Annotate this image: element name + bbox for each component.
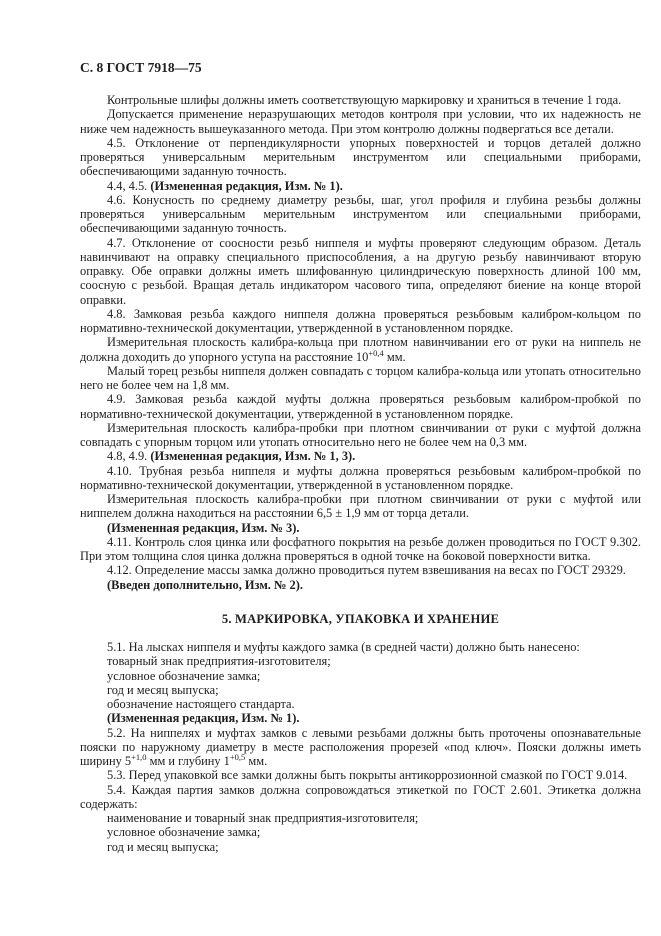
text: 4.5. Отклонение от перпендикулярности упорных поверхностей и торцов деталей должно проверяться универсальным мерительным инструментом или специальными приборами, обеспечивающими заданную точность. — [80, 135, 641, 179]
text: 5.1. На лысках ниппеля и муфты каждого замка (в средней части) должно быть нанесено: — [107, 640, 580, 654]
paragraph — [80, 768, 641, 782]
text: Измерительная плоскость калибра-пробки при плотном свинчивании от руки с муфтой должна совпадать с упорным торцом или утопать относительно него не более чем на 0,3 мм. — [80, 420, 641, 449]
text: 5.3. Перед упаковкой все замки должны быть покрыты антикоррозионной смазкой по ГОСТ 9.014. — [107, 768, 628, 783]
list-item — [80, 654, 641, 668]
text: Измерительная плоскость калибра-пробки при плотном свинчивании от руки с муфтой или ниппелем должна находиться на расстоянии 6,5 ± 1,9 мм от торца детали. — [80, 492, 641, 521]
paragraph — [80, 578, 641, 592]
list-item — [80, 697, 641, 711]
amendment-note: (Измененная редакция, Изм. № 1). — [150, 178, 343, 193]
paragraph — [80, 364, 641, 393]
page-header: С. 8 ГОСТ 7918—75 — [80, 60, 202, 75]
paragraph — [80, 193, 641, 236]
text: 4.4, 4.5. — [107, 178, 151, 193]
paragraph — [80, 711, 641, 725]
text: Измерительная плоскость калибра-кольца при плотном навинчивании его от руки на ниппель не должна доходить до упорного уступа на расстояние 10 — [80, 335, 641, 364]
document-body — [80, 93, 641, 854]
paragraph — [80, 107, 641, 136]
list-item — [80, 811, 641, 825]
amendment-note: (Измененная редакция, Изм. № 1, 3). — [150, 449, 356, 464]
text: Контрольные шлифы должны иметь соответствующую маркировку и храниться в течение 1 года. — [107, 93, 622, 107]
list-item — [80, 669, 641, 683]
paragraph — [80, 236, 641, 307]
paragraph — [80, 307, 641, 336]
paragraph — [80, 392, 641, 421]
paragraph — [80, 640, 641, 654]
paragraph — [80, 449, 641, 463]
paragraph — [80, 464, 641, 493]
text: 5.2. На ниппелях и муфтах замков с левыми резьбами должны быть проточены опознавательные пояски по наружному диаметру в месте расположения прорезей «под ключ». Пояски должны иметь ширину 5 — [80, 725, 641, 768]
list-item — [80, 840, 641, 854]
paragraph — [80, 421, 641, 450]
text: наименование и товарный знак предприятия-изготовителя; — [107, 811, 419, 825]
paragraph — [80, 535, 641, 564]
text: год и месяц выпуска; — [107, 682, 219, 697]
list-item — [80, 825, 641, 839]
paragraph — [80, 726, 641, 769]
section-heading — [80, 612, 641, 626]
text: мм. — [245, 754, 268, 768]
text: товарный знак предприятия-изготовителя; — [107, 654, 331, 669]
paragraph — [80, 179, 641, 193]
text: 4.6. Конусность по среднему диаметру резьбы, шаг, угол профиля и глубина резьбы должны проверяться универсальным мерительным инструментом или специальными приборами, обеспечивающими заданную точность. — [80, 192, 641, 236]
text: Допускается применение неразрушающих методов контроля при условии, что их надежность не ниже чем надежность вышеуказанного метода. При этом контролю должны подвергаться все детали. — [80, 107, 641, 136]
superscript-tolerance: +0,4 — [368, 347, 384, 358]
paragraph — [80, 521, 641, 535]
text: Малый торец резьбы ниппеля должен совпадать с торцом калибра-кольца или утопать относительно него не более чем на 1,8 мм. — [80, 363, 641, 392]
amendment-note: (Введен дополнительно, Изм. № 2). — [107, 577, 303, 592]
paragraph — [80, 783, 641, 812]
paragraph — [80, 563, 641, 577]
superscript-tolerance: +0,5 — [229, 752, 246, 762]
amendment-note: (Измененная редакция, Изм. № 3). — [107, 520, 300, 535]
text: 5.4. Каждая партия замков должна сопровождаться этикеткой по ГОСТ 2.601. Этикетка должна содержать: — [80, 782, 641, 811]
paragraph — [80, 136, 641, 179]
text: обозначение настоящего стандарта. — [107, 697, 295, 711]
amendment-note: (Измененная редакция, Изм. № 1). — [107, 711, 300, 726]
text: 4.8, 4.9. — [107, 449, 151, 464]
text: год и месяц выпуска; — [107, 839, 219, 854]
text: 4.9. Замковая резьба каждой муфты должна проверяться резьбовым калибром-пробкой по нормативно-технической документации, утвержденной в установленном порядке. — [80, 392, 641, 421]
text: условное обозначение замка; — [107, 825, 261, 840]
list-item — [80, 683, 641, 697]
superscript-tolerance: +1,0 — [131, 752, 147, 762]
text: 4.8. Замковая резьба каждого ниппеля должна проверяться резьбовым калибром-кольцом по нормативно-технической документации, утвержденной в установленном порядке. — [80, 306, 641, 335]
text: мм и глубину 1 — [146, 754, 230, 768]
text: 4.10. Трубная резьба ниппеля и муфты должна проверяться резьбовым калибром-пробкой по нормативно-технической документации, утвержденной в установленном порядке. — [80, 463, 641, 492]
text: условное обозначение замка; — [107, 668, 261, 683]
text: 5. МАРКИРОВКА, УПАКОВКА И ХРАНЕНИЕ — [221, 611, 500, 626]
text: 4.7. Отклонение от соосности резьб ниппеля и муфты проверяют следующим образом. Деталь навинчивают на оправку специального приспособления, а на другую резьбу навинчивают вторую оправку. Обе оправки должны иметь шлифованную цилиндрическую поверхность длиной 100 мм, соосную с резьбой. Вращая деталь индикатором часового типа, определяют биение на конце второй оправки. — [80, 235, 641, 307]
text: мм. — [383, 349, 406, 364]
text: 4.11. Контроль слоя цинка или фосфатного покрытия на резьбе должен проводиться по ГОСТ 9.302. При этом толщина слоя цинка должна проверяться в одной точке на боковой поверхности витка. — [80, 534, 641, 563]
paragraph — [80, 492, 641, 521]
paragraph — [80, 335, 641, 364]
text: 4.12. Определение массы замка должно проводиться путем взвешивания на весах по ГОСТ 29329. — [107, 563, 626, 578]
paragraph — [80, 93, 641, 107]
